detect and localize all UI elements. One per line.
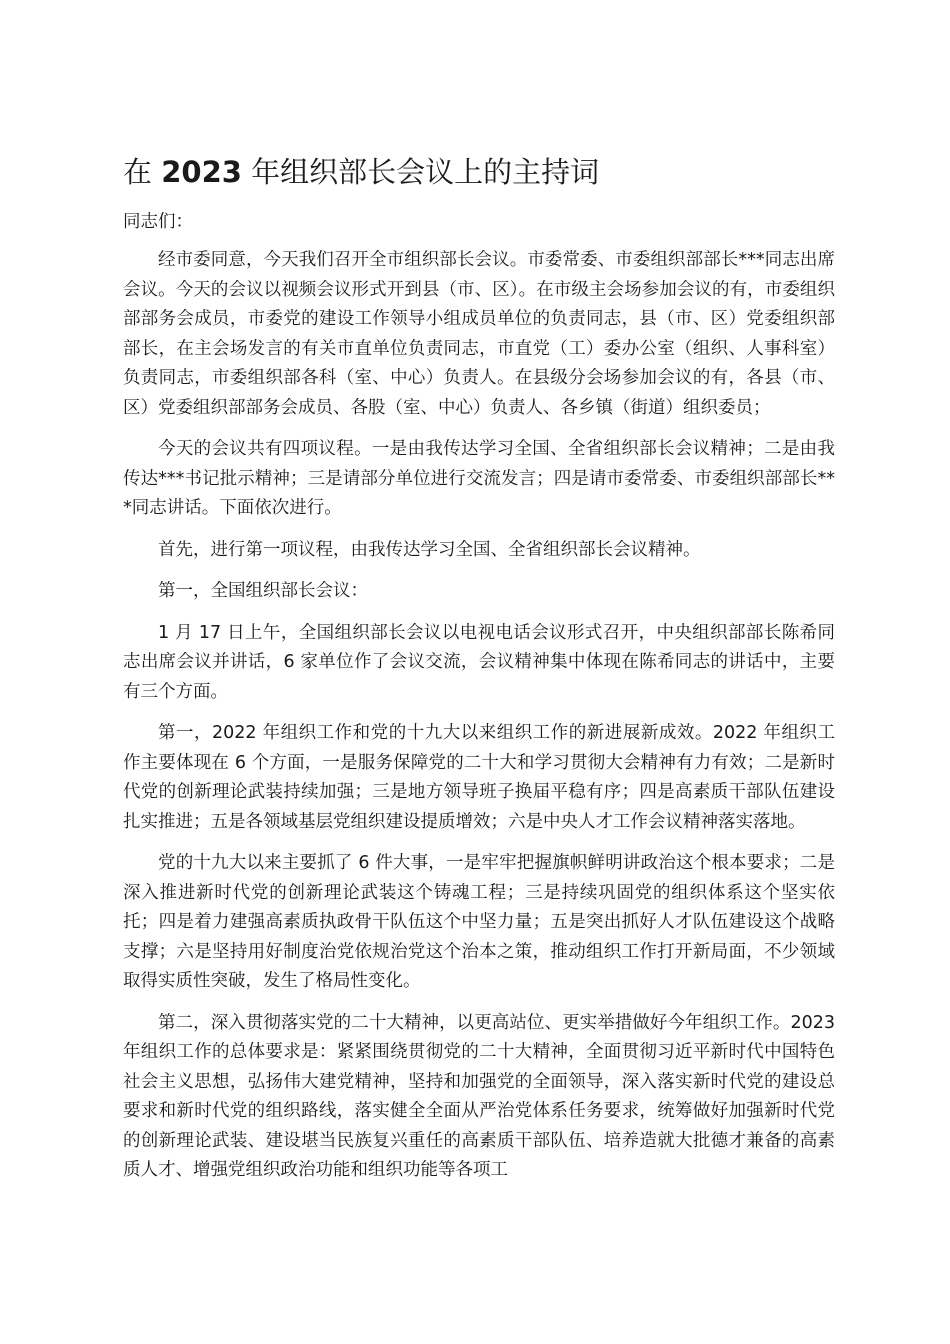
- paragraph-six-major-tasks: 党的十九大以来主要抓了 6 件大事，一是牢牢把握旗帜鲜明讲政治这个根本要求；二是深入推进新时代党的创新理论武装这个铸魂工程；三是持续巩固党的组织体系这个坚实依托；四是着力建强高素质执政骨干队伍这个中坚力量；五是突出抓好人才队伍建设这个战略支撑；六是坚持用好制度治党依规治党这个治本之策，推动组织工作打开新局面，不少领域取得实质性突破，发生了格局性变化。: [123, 853, 835, 991]
- title-prefix: 在: [123, 155, 162, 189]
- document-title: [123, 150, 599, 194]
- paragraph-first-item: 首先，进行第一项议程，由我传达学习全国、全省组织部长会议精神。: [158, 539, 701, 560]
- paragraph-agenda: 今天的会议共有四项议程。一是由我传达学习全国、全省组织部长会议精神；二是由我传达***书记批示精神；三是请部分单位进行交流发言；四是请市委常委、市委组织部部长***同志讲话。下面依次进行。: [123, 439, 835, 518]
- paragraph-national-meeting-summary: 1 月 17 日上午，全国组织部长会议以电视电话会议形式召开，中央组织部部长陈希同志出席会议并讲话，6 家单位作了会议交流，会议精神集中体现在陈希同志的讲话中，主要有三个方面。: [123, 622, 835, 702]
- paragraph-2023-requirements: 第二，深入贯彻落实党的二十大精神，以更高站位、更实举措做好今年组织工作。2023 年组织工作的总体要求是：紧紧围绕贯彻党的二十大精神，全面贯彻习近平新时代中国特色社会主义思想，弘扬伟大建党精神，坚持和加强党的全面领导，深入落实新时代党的建设总要求和新时代党的组织路线，落实健全全面从严治党体系任务要求，统筹做好加强新时代党的创新理论武装、建设堪当民族复兴重任的高素质干部队伍、培养造就大批德才兼备的高素质人才、增强党组织政治功能和组织功能等各项工: [123, 1012, 835, 1180]
- paragraph-2022-achievements: 第一，2022 年组织工作和党的十九大以来组织工作的新进展新成效。2022 年组织工作主要体现在 6 个方面，一是服务保障党的二十大和学习贯彻大会精神有力有效；二是新时代党的创新理论武装持续加强；三是地方领导班子换届平稳有序；四是高素质干部队伍建设扎实推进；五是各领域基层党组织建设提质增效；六是中央人才工作会议精神落实落地。: [123, 723, 835, 832]
- title-suffix: 年组织部长会议上的主持词: [241, 155, 600, 189]
- document-body: [123, 204, 835, 1198]
- paragraph-attendees: 经市委同意，今天我们召开全市组织部长会议。市委常委、市委组织部部长***同志出席会议。今天的会议以视频会议形式开到县（市、区）。在市级主会场参加会议的有，市委组织部部务会成员，市委党的建设工作领导小组成员单位的负责同志，县（市、区）党委组织部部长，在主会场发言的有关市直单位负责同志，市直党（工）委办公室（组织、人事科室）负责同志，市委组织部各科（室、中心）负责人。在县级分会场参加会议的有，各县（市、区）党委组织部部务会成员、各股（室、中心）负责人、各乡镇（街道）组织委员；: [123, 250, 835, 418]
- paragraph-national-meeting-heading: 第一，全国组织部长会议：: [158, 581, 368, 601]
- salutation: 同志们：: [123, 212, 193, 232]
- title-year: 2023: [161, 155, 242, 189]
